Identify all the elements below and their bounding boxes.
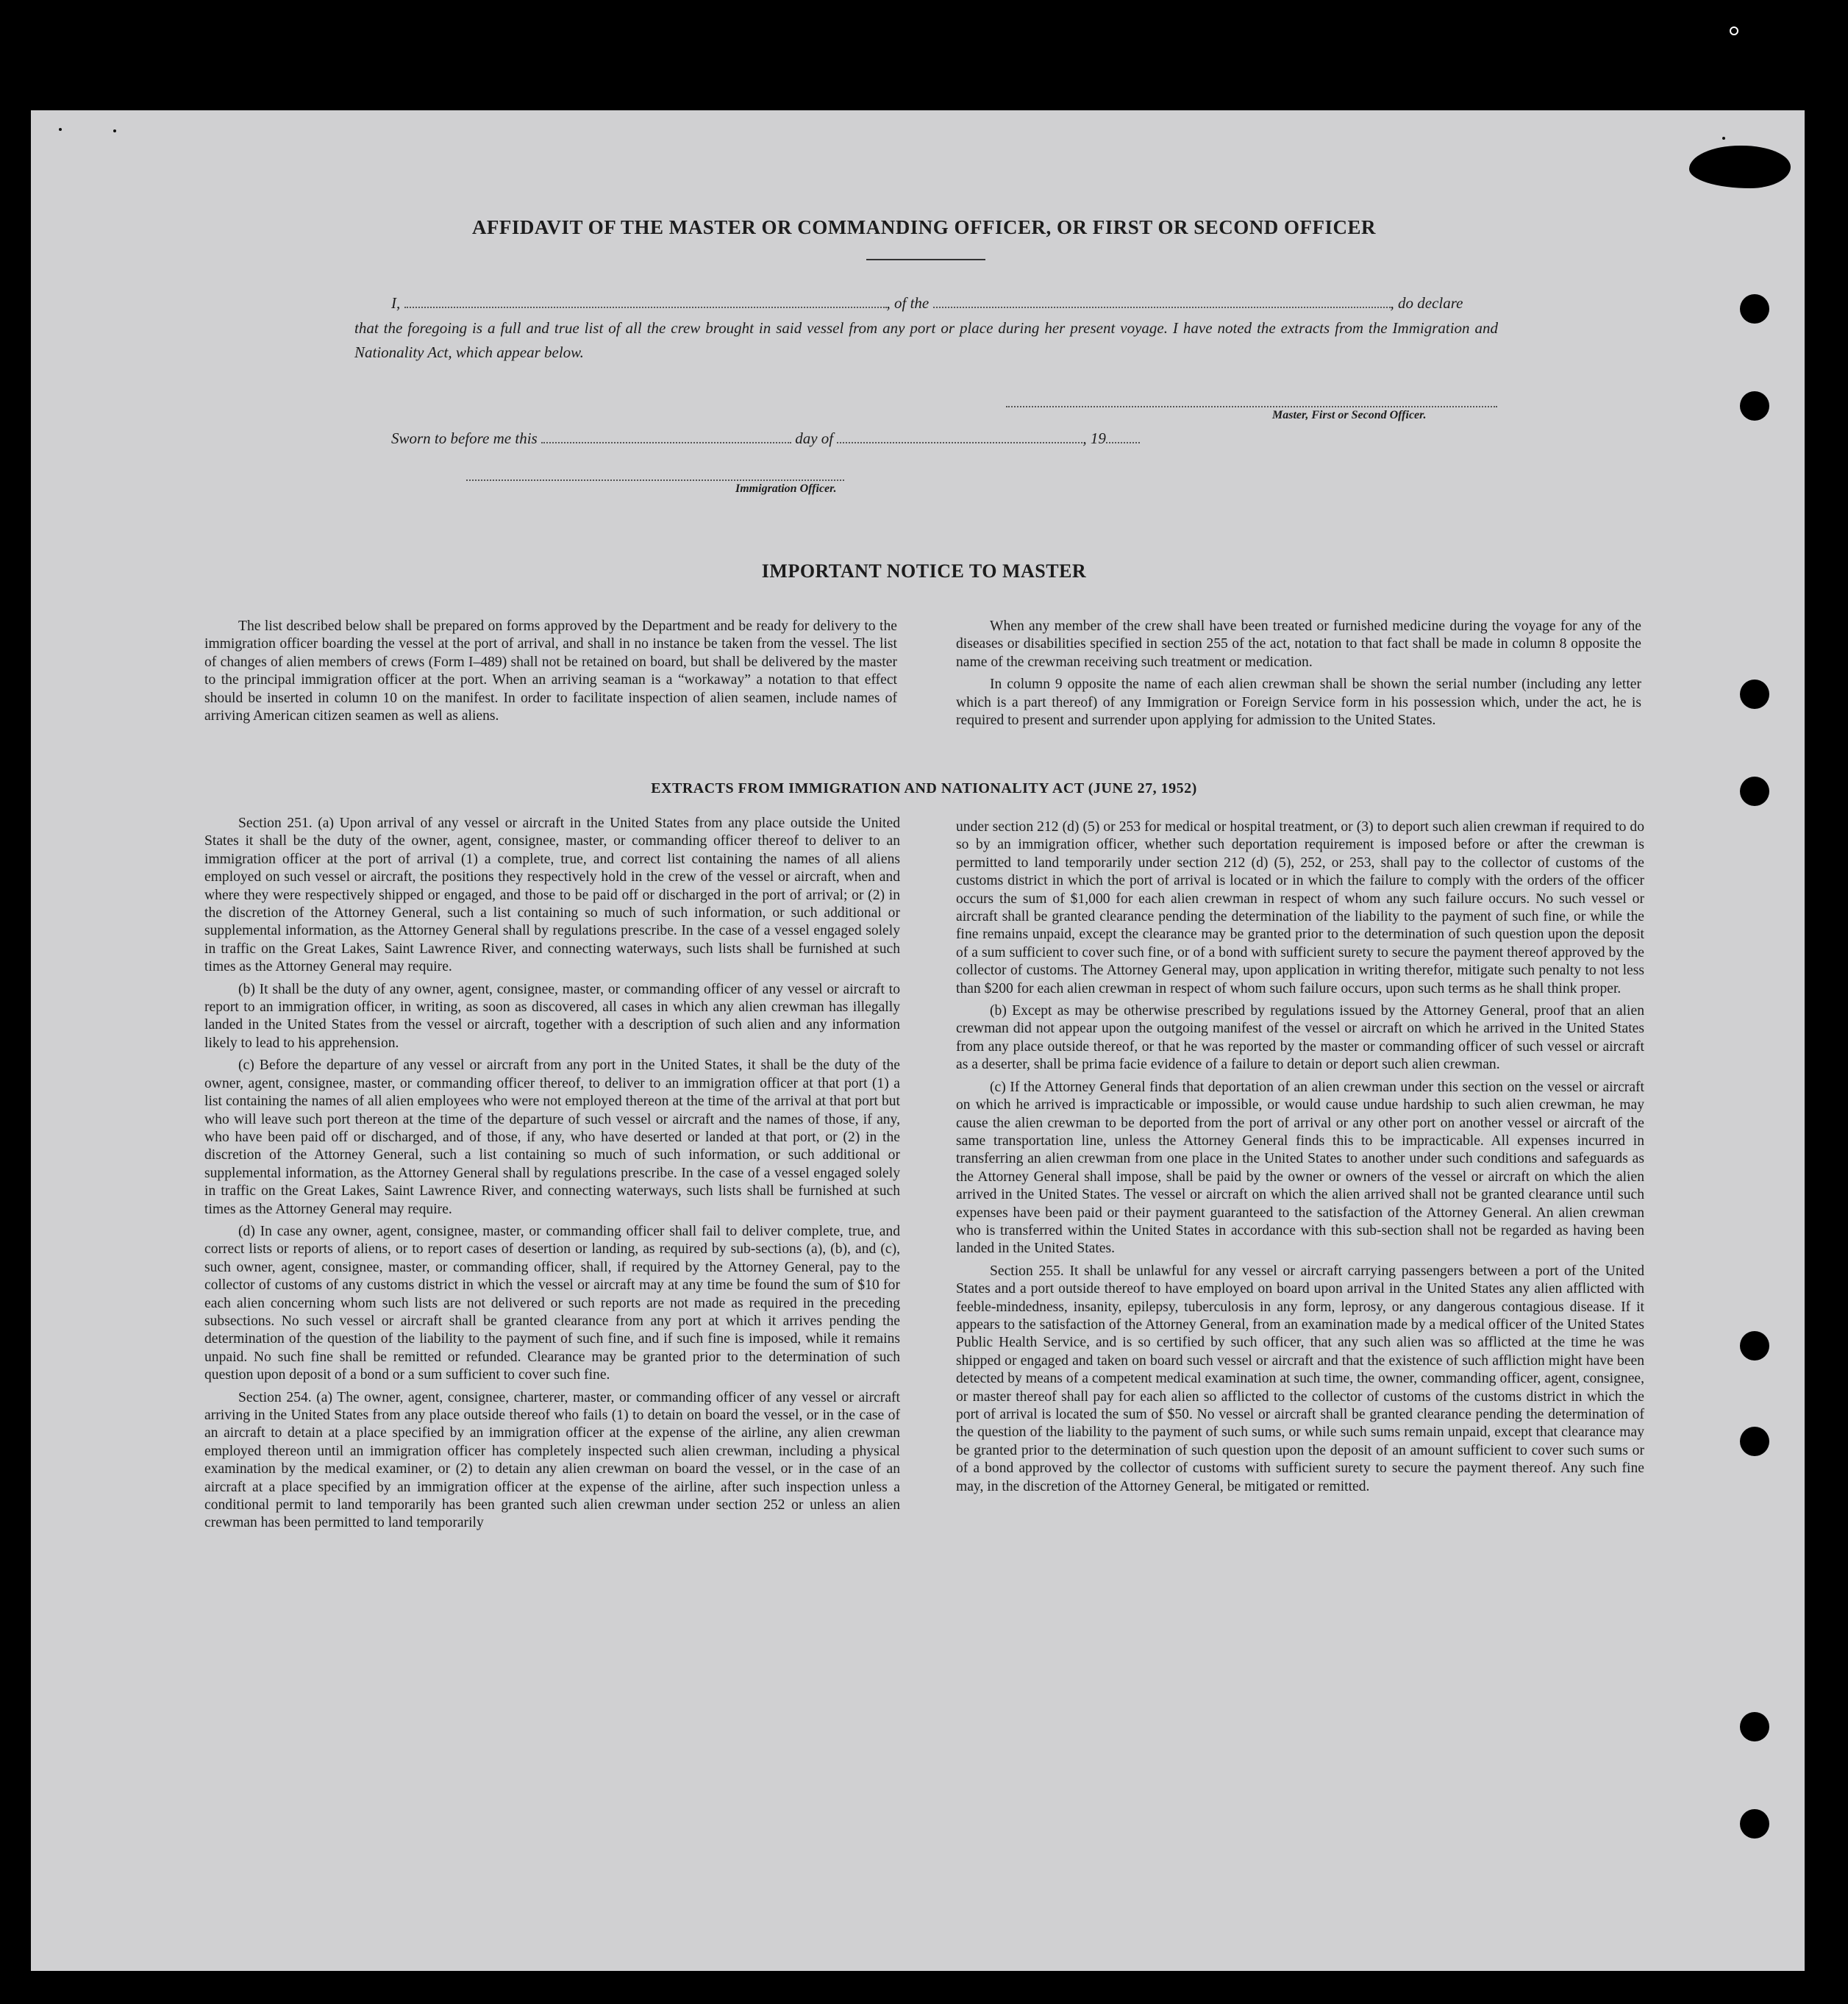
sworn-year-field[interactable]: [1106, 429, 1140, 443]
notice-paragraph: The list described below shall be prepared on forms approved by the Department and be ready for delivery to the immigration officer boarding the vessel at the port of arrival, and shall in no instance be taken from the vessel. The list of changes of alien members of crews (Form I–489) shall not be retained on board, but shall be delivered by the master to the principal immigration officer at the port. When an arriving seaman is a “workaway” a notation to that effect should be inserted in column 10 on the manifest. In order to facilitate inspection of alien seamen, include names of arriving American citizen seamen as well as aliens.: [204, 618, 897, 724]
declaration-text: that the foregoing is a full and true list of all the crew brought in said vessel from any port or place during her present voyage. I have noted the extracts from the Immigration and Nationality Act, which appear below.: [354, 319, 1498, 361]
binder-hole: [1740, 391, 1769, 421]
sworn-day-field[interactable]: [541, 429, 791, 443]
section-254-a: Section 254. (a) The owner, agent, consignee, charterer, master, or commanding officer of any vessel or aircraft arriving in the United States from any place outside thereof who fails (1) to detain on board the vessel, or in the case of an aircraft to detain at a place specified by an immigration officer at the expense of the airline, any alien crewman employed thereon until an immigration officer has completely inspected such alien crewman, including a physical examination by the medical examiner, or (2) to detain any alien crewman on board the vessel, or in the case of an aircraft at a place specified by an immigration officer at the expense of the airline, after such inspection unless a conditional permit to land temporarily has been granted such alien crewman under section 252 or unless an alien crewman has been permitted to land temporarily: [204, 1389, 900, 1531]
vessel-name-field[interactable]: [933, 293, 1391, 308]
immigration-officer-signature-field[interactable]: [466, 479, 844, 481]
day-of-label: day of: [795, 429, 834, 447]
section-251-a: Section 251. (a) Upon arrival of any vessel or aircraft in the United States from any place outside the United States it shall be the duty of the owner, agent, consignee, master, or commanding officer thereof to deliver to an immigration officer at the port of arrival (1) a complete, true, and correct list containing the names of all aliens employed on such vessel or aircraft, the positions they respectively hold in the crew of the vessel or aircraft, when and where they were respectively shipped or engaged, and those to be paid off or discharged in the port of arrival; or (2) in the discretion of the Attorney General, such a list containing so much of such information, or such additional or supplemental information, as the Attorney General shall by regulations prescribe. In the case of a vessel engaged solely in traffic on the Great Lakes, Saint Lawrence River, and connecting waterways, such lists shall be furnished at such times as the Attorney General may require.: [204, 816, 900, 975]
notice-title: IMPORTANT NOTICE TO MASTER: [761, 560, 1087, 582]
sworn-line: [391, 427, 1140, 451]
paper-speck: [113, 129, 116, 132]
officer-name-field[interactable]: [404, 293, 887, 308]
notice-paragraph: When any member of the crew shall have been treated or furnished medicine during the voyage for any of the diseases or disabilities specified in section 255 of the act, notation to that fact shall be made in column 8 opposite the name of the crewman receiving such treatment or medication.: [956, 618, 1641, 670]
paper-speck: [59, 128, 62, 131]
title-divider: [866, 259, 985, 260]
torn-corner-mark: [1689, 146, 1791, 188]
declaration-line: [391, 291, 1463, 315]
extracts-left-column: [204, 815, 900, 1537]
i-label: I,: [391, 294, 401, 312]
year-label: , 19: [1082, 429, 1106, 447]
notice-left-column: [204, 618, 897, 730]
binder-hole: [1740, 1331, 1769, 1361]
do-declare-label: , do declare: [1390, 294, 1463, 312]
section-251-b: (b) It shall be the duty of any owner, agent, consignee, master, or commanding officer of any vessel or aircraft to report to an immigration officer, in writing, as soon as discovered, all cases in which any alien crewman has illegally landed in the United States from the vessel or aircraft, together with a description of such alien and any information likely to lead to his apprehension.: [204, 981, 900, 1051]
section-255: Section 255. It shall be unlawful for any vessel or aircraft carrying passengers between a port of the United States and a port outside thereof to have employed on board upon arrival in the United States any alien afflicted with feeble-mindedness, insanity, epilepsy, tuberculosis in any form, leprosy, or any dangerous contagious disease. If it appears to the satisfaction of the Attorney General, from an examination made by a medical officer of the United States Public Health Service, and is so certified by such officer, that any such alien was so afflicted at the time he was shipped or engaged and taken on board such vessel or aircraft and that the existence of such affliction might have been detected by means of a competent medical examination at such time, the owner, commanding officer, agent, consignee, or master thereof shall pay for each alien so afflicted to the collector of customs of the customs district in which the port of arrival is located the sum of $50. No vessel or aircraft shall be granted clearance pending the determination of the question of the liability to the payment of such sums, or while such sums remain unpaid, except that clearance may be granted prior to the determination of such question upon the deposit of an amount sufficient to cover such sums or of a bond approved by the collector of customs with sufficient surety to secure the payment thereof. Any such fine may, in the discretion of the Attorney General, be mitigated or remitted.: [956, 1263, 1644, 1494]
binder-hole: [1740, 680, 1769, 709]
master-signature-caption: Master, First or Second Officer.: [1272, 409, 1427, 421]
section-254-b: (b) Except as may be otherwise prescribed by regulations issued by the Attorney General, proof that an alien crewman did not appear upon the outgoing manifest of the vessel or aircraft on which he arrived in the United States from any place outside thereof, or that he was reported by the master or commanding officer of such vessel or aircraft as a deserter, shall be prima facie evidence of a failure to detain or deport such alien crewman.: [956, 1003, 1644, 1073]
section-251-c: (c) Before the departure of any vessel or aircraft from any port in the United States, it shall be the duty of the owner, agent, consignee, master, or commanding officer thereof, to deliver to an immigration officer at that port (1) a list containing the names of all alien employees who were not employed thereon at the time of the arrival at that port but who will leave such port thereon at the time of the departure of such vessel or aircraft and the names of those, if any, who have been paid off or discharged, and of those, if any, who have deserted or landed at that port, or (2) in the discretion of the Attorney General, such a list containing so much of such information, or such additional or supplemental information, as the Attorney General shall by regulations prescribe. In the case of a vessel engaged solely in traffic on the Great Lakes, Saint Lawrence River, and connecting waterways, such lists shall be furnished at such times as the Attorney General may require.: [204, 1058, 900, 1217]
section-254-c: (c) If the Attorney General finds that deportation of an alien crewman under this section on the vessel or aircraft on which he arrived is impracticable or impossible, or would cause undue hardship to such alien crewman, he may cause the alien crewman to be deported from the port of arrival or any other port on another vessel or aircraft of the same transportation line, unless the Attorney General finds this to be impracticable. All expenses incurred in transferring an alien crewman from one place in the United States to another under such conditions and safeguards as the Attorney General shall impose, shall be paid by the owner or owners of the vessel or aircraft on which the alien arrived in the United States. The vessel or aircraft on which the alien arrived shall not be granted clearance until such expenses have been paid or their payment guaranteed to the satisfaction of the Attorney General. An alien crewman who is transferred within the United States in accordance with this sub-section shall not be regarded as having been landed in the United States.: [956, 1079, 1644, 1257]
extracts-right-column: [956, 819, 1644, 1500]
extracts-title: EXTRACTS FROM IMMIGRATION AND NATIONALITY ACT (JUNE 27, 1952): [651, 780, 1197, 796]
immigration-officer-caption: Immigration Officer.: [735, 482, 837, 495]
affidavit-title: AFFIDAVIT OF THE MASTER OR COMMANDING OFFICER, OR FIRST OR SECOND OFFICER: [471, 216, 1377, 238]
binder-hole: [1740, 1427, 1769, 1456]
notice-paragraph: In column 9 opposite the name of each alien crewman shall be shown the serial number (including any letter which is a part thereof) of any Immigration or Foreign Service form in his possession which, under the act, he is required to present and surrender upon applying for admission to the United States.: [956, 677, 1641, 729]
of-the-label: , of the: [886, 294, 930, 312]
section-254-a-continued: under section 212 (d) (5) or 253 for medical or hospital treatment, or (3) to deport such alien crewman if required to do so by an immigration officer, whether such deportation requirement is imposed before or after the crewman is permitted to land temporarily under section 212 (d) (5), 252, or 253, shall pay to the collector of customs of the customs district in which the port of arrival is located or in which the failure to comply with the orders of the officer occurs the sum of $1,000 for each alien crewman in respect of whom any such failure occurs. No such vessel or aircraft shall be granted clearance pending the determination of the liability to the payment of such fine, or while the fine remains unpaid, except the clearance may be granted prior to the determination of such question upon the deposit of a sum sufficient to cover such fine, or of a bond with sufficient surety to secure the payment thereof approved by the collector of customs. The Attorney General may, upon application in writing therefor, mitigate such penalty to not less than $200 for each alien crewman in respect of whom such failure occurs, upon such terms as he shall think proper.: [956, 819, 1644, 996]
sworn-month-field[interactable]: [837, 429, 1082, 443]
paper-speck: [1722, 137, 1725, 140]
master-signature-field[interactable]: [1006, 406, 1497, 407]
sworn-label: Sworn to before me this: [391, 429, 538, 447]
binder-hole: [1740, 294, 1769, 324]
binder-hole: [1740, 1712, 1769, 1741]
notice-right-column: [956, 618, 1641, 734]
section-251-d: (d) In case any owner, agent, consignee, master, or commanding officer shall fail to deliver complete, true, and correct lists or reports of aliens, or to report cases of desertion or landing, as required by sub-sections (a), (b), and (c), such owner, agent, consignee, master, or commanding officer, shall, if required by the Attorney General, pay to the collector of customs of any customs district in which the vessel or aircraft may at any time be found the sum of $10 for each alien concerning whom such lists are not delivered or such reports are not made as required in the preceding subsections. No such vessel or aircraft shall be granted clearance from any port at which it arrives pending the determination of the question of the liability to the payment of such fine, and if such fine is imposed, while it remains unpaid. No such fine shall be remitted or refunded. Clearance may be granted prior to the determination of such question upon deposit of a bond or a sum sufficient to cover such fine.: [204, 1223, 900, 1383]
scan-corner-dot: [1730, 26, 1738, 35]
binder-hole: [1740, 1809, 1769, 1839]
